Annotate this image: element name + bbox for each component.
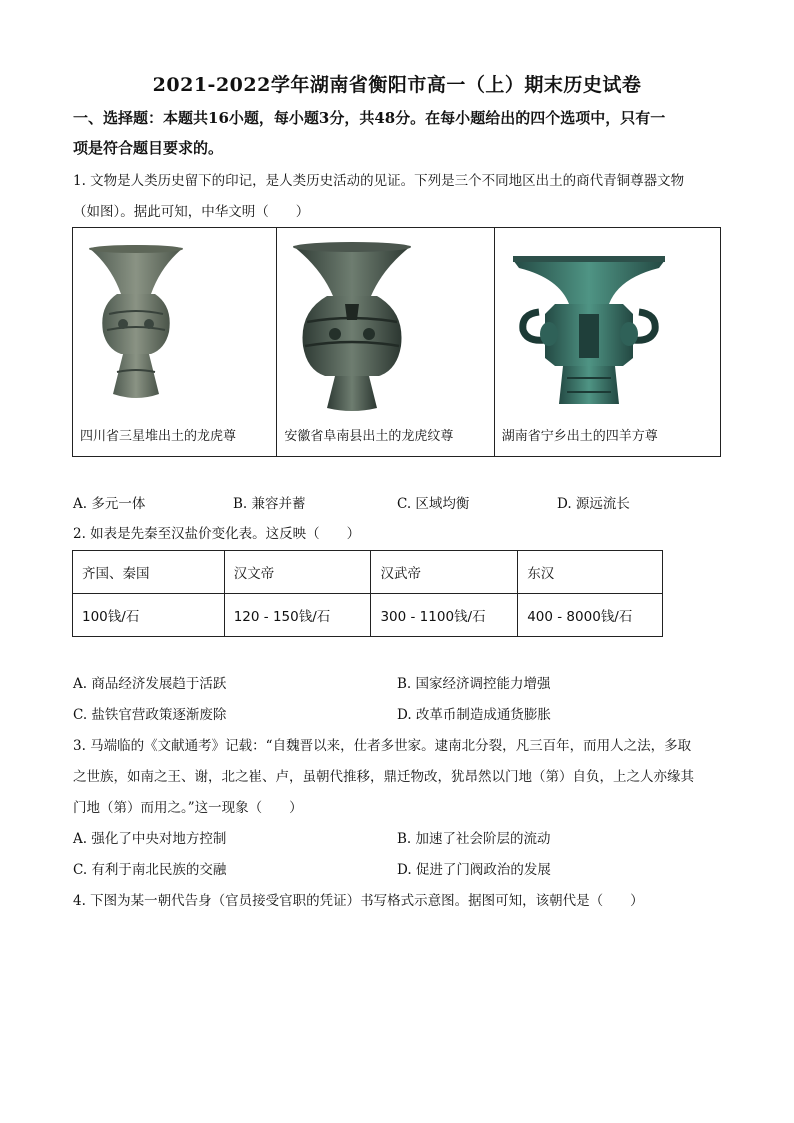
q1-option-a[interactable]: A. 多元一体 [73,496,146,512]
q2-option-a[interactable]: A. 商品经济发展趋于活跃 [73,676,227,692]
table-cell: 100钱/石 [73,594,225,637]
q2-option-c[interactable]: C. 盐铁官营政策逐渐废除 [73,707,227,723]
table-row [73,594,663,637]
table-header-cell: 汉文帝 [224,551,371,594]
q2-salt-price-table [72,550,663,637]
q2-option-b[interactable]: B. 国家经济调控能力增强 [397,676,551,692]
q1-image-cell-3 [495,228,720,456]
q2-option-d[interactable]: D. 改革币制造成通货膨胀 [397,707,551,723]
q1-image-table [72,227,721,457]
table-header-cell: 东汉 [518,551,663,594]
table-cell: 400 - 8000钱/石 [518,594,663,637]
bronze-zun-vessel-icon [287,242,417,417]
q1-option-c[interactable]: C. 区域均衡 [397,496,470,512]
section-heading-line1: 一、选择题：本题共16小题，每小题3分，共48分。在每小题给出的四个选项中，只有一 [73,109,666,127]
q3-option-d[interactable]: D. 促进了门阀政治的发展 [397,862,551,878]
table-row [73,551,663,594]
table-header-cell: 齐国、秦国 [73,551,225,594]
q1-image-caption-3: 湖南省宁乡出土的四羊方尊 [501,429,658,444]
page-title: 2021-2022学年湖南省衡阳市高一（上）期末历史试卷 [152,74,642,96]
q1-image-cell-2 [277,228,494,456]
q3-stem-line1: 3. 马端临的《文献通考》记载：“自魏晋以来，仕者多世家。逮南北分裂，凡三百年，而用人之法，多取 [73,738,692,754]
table-cell: 120 - 150钱/石 [224,594,371,637]
q3-option-c[interactable]: C. 有利于南北民族的交融 [73,862,227,878]
q1-image-caption-2: 安徽省阜南县出土的龙虎纹尊 [284,429,454,444]
q3-option-a[interactable]: A. 强化了中央对地方控制 [73,831,227,847]
section-heading-line2: 项是符合题目要求的。 [73,139,224,157]
q3-stem-line2: 之世族，如南之王、谢，北之崔、卢，虽朝代推移，鼎迁物改，犹昂然以门地（第）自负，上之人亦缘其 [73,769,694,785]
q1-stem-line2: （如图）。据此可知，中华文明（ ） [73,204,310,220]
q1-stem-line1: 1. 文物是人类历史留下的印记，是人类历史活动的见证。下列是三个不同地区出土的商代青铜尊器文物 [73,173,685,189]
q1-image-caption-1: 四川省三星堆出土的龙虎尊 [80,429,237,444]
q1-option-b[interactable]: B. 兼容并蓄 [233,496,306,512]
q3-stem-line3: 门地（第）而用之。”这一现象（ ） [73,800,303,816]
table-header-cell: 汉武帝 [371,551,518,594]
table-cell: 300 - 1100钱/石 [371,594,518,637]
q4-stem-line1: 4. 下图为某一朝代告身（官员接受官职的凭证）书写格式示意图。据图可知，该朝代是（ ） [73,893,644,909]
four-ram-square-zun-icon [509,254,669,414]
q2-stem-line1: 2. 如表是先秦至汉盐价变化表。这反映（ ） [73,526,361,542]
bronze-zun-vessel-icon [81,244,191,414]
q1-option-d[interactable]: D. 源远流长 [557,496,630,512]
q3-option-b[interactable]: B. 加速了社会阶层的流动 [397,831,551,847]
q1-image-cell-1 [73,228,277,456]
